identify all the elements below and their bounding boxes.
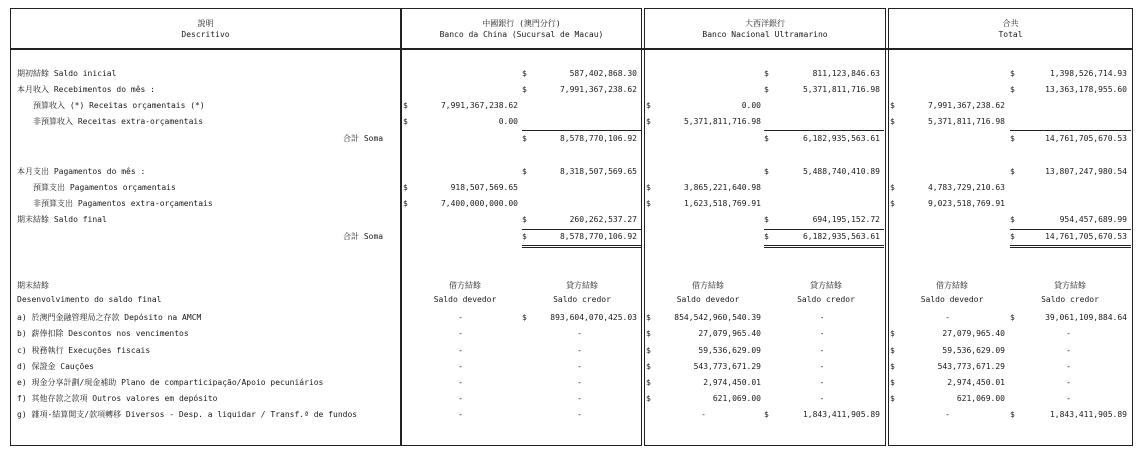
row-label: 預算收入 (*) Receitas orçamentais (*) xyxy=(33,101,205,110)
section2-title-pt: Desenvolvimento do saldo final xyxy=(17,295,162,304)
dash-value: - xyxy=(1066,378,1071,387)
dash-value: - xyxy=(458,346,463,355)
sum-rule-double xyxy=(522,247,641,248)
row-label: 非預算支出 Pagamentos extra-orçamentais xyxy=(33,199,213,208)
currency-sign: $ xyxy=(764,134,769,143)
currency-sign: $ xyxy=(403,101,408,110)
row-label: 合計 Soma xyxy=(343,134,384,143)
row-label: 本月收入 Recebimentos do mês : xyxy=(17,85,155,94)
amount-value: 59,536,629.09 xyxy=(698,346,761,355)
dash-value: - xyxy=(819,378,825,387)
row-label: 合計 Soma xyxy=(343,232,384,241)
sum-rule xyxy=(522,130,641,131)
sum-rule xyxy=(522,245,641,246)
currency-sign: $ xyxy=(890,346,895,355)
header-total-pt: Total xyxy=(998,30,1023,39)
currency-sign: $ xyxy=(646,183,651,192)
amount-value: 543,773,671.29 xyxy=(693,362,761,371)
amount-value: 7,991,367,238.62 xyxy=(559,85,637,94)
header-bc-pt: Banco da China (Sucursal de Macau) xyxy=(439,30,604,39)
currency-sign: $ xyxy=(522,215,527,224)
amount-value: 694,195,152.72 xyxy=(812,215,880,224)
total-debit-pt: Saldo devedor xyxy=(920,295,984,304)
dash-value: - xyxy=(458,394,463,403)
dash-value: - xyxy=(945,410,950,419)
bc-credit-pt: Saldo credor xyxy=(553,295,611,304)
amount-value: 260,262,537.27 xyxy=(569,215,637,224)
amount-value: 543,773,671.29 xyxy=(937,362,1005,371)
amount-value: 7,991,367,238.62 xyxy=(927,101,1005,110)
amount-value: 3,865,221,640.98 xyxy=(683,183,761,192)
currency-sign: $ xyxy=(646,117,651,126)
section2-title-cn: 期末結餘 xyxy=(17,281,49,290)
header-bnu-cn: 大西洋銀行 xyxy=(745,19,785,28)
currency-sign: $ xyxy=(890,362,895,371)
amount-value: 893,604,070,425.03 xyxy=(550,313,637,322)
total-credit-cn: 貸方結餘 xyxy=(1054,281,1086,290)
amount-value: 5,371,811,716.98 xyxy=(683,117,761,126)
dash-value: - xyxy=(458,329,463,338)
dash-value: - xyxy=(1066,346,1071,355)
currency-sign: $ xyxy=(522,134,527,143)
currency-sign: $ xyxy=(764,215,769,224)
currency-sign: $ xyxy=(1010,410,1015,419)
row-label: 非預算收入 Receitas extra-orçamentais xyxy=(33,117,204,126)
sum-rule xyxy=(1010,130,1131,131)
amount-value: 4,783,729,210.63 xyxy=(927,183,1005,192)
final-row-label: g) 雜項-結算開支/款項轉移 Diversos - Desp. a liquidar / Transf.ª de fundos xyxy=(17,410,358,419)
header-total-cn: 合共 xyxy=(1002,19,1019,28)
sum-rule xyxy=(764,229,884,230)
dash-value: - xyxy=(1066,394,1071,403)
dash-value: - xyxy=(819,313,825,322)
currency-sign: $ xyxy=(764,69,769,78)
currency-sign: $ xyxy=(890,378,895,387)
amount-value: 13,807,247,980.54 xyxy=(1045,167,1127,176)
header-desc-cn: 說明 xyxy=(197,19,214,28)
dash-value: - xyxy=(1066,329,1071,338)
amount-value: 39,061,109,884.64 xyxy=(1045,313,1127,322)
amount-value: 1,398,526,714.93 xyxy=(1049,69,1127,78)
currency-sign: $ xyxy=(1010,313,1015,322)
dash-value: - xyxy=(577,394,582,403)
currency-sign: $ xyxy=(646,394,651,403)
amount-value: 954,457,689.99 xyxy=(1059,215,1127,224)
final-row-label: c) 稅務執行 Execuções fiscais xyxy=(17,346,151,355)
amount-value: 5,371,811,716.98 xyxy=(802,85,880,94)
dash-value: - xyxy=(819,362,825,371)
amount-value: 27,079,965.40 xyxy=(942,329,1005,338)
header-divider xyxy=(10,48,1133,50)
amount-value: 6,182,935,563.61 xyxy=(802,134,880,143)
amount-value: 1,843,411,905.89 xyxy=(802,410,880,419)
currency-sign: $ xyxy=(646,199,651,208)
amount-value: 621,069.00 xyxy=(956,394,1005,403)
bc-debit-pt: Saldo devedor xyxy=(433,295,497,304)
dash-value: - xyxy=(577,362,582,371)
header-bc-cn: 中國銀行 (澳門分行) xyxy=(482,19,561,28)
currency-sign: $ xyxy=(403,117,408,126)
amount-value: 6,182,935,563.61 xyxy=(802,232,880,241)
sum-rule-double xyxy=(764,247,884,248)
row-label: 期末結餘 Saldo final xyxy=(17,215,107,224)
currency-sign: $ xyxy=(890,394,895,403)
currency-sign: $ xyxy=(890,117,895,126)
dash-value: - xyxy=(577,329,582,338)
currency-sign: $ xyxy=(646,362,651,371)
dash-value: - xyxy=(458,362,463,371)
amount-value: 8,578,770,106.92 xyxy=(559,232,637,241)
currency-sign: $ xyxy=(1010,69,1015,78)
amount-value: 2,974,450.01 xyxy=(947,378,1005,387)
currency-sign: $ xyxy=(890,101,895,110)
currency-sign: $ xyxy=(522,232,527,241)
currency-sign: $ xyxy=(522,85,527,94)
currency-sign: $ xyxy=(1010,215,1015,224)
bc-debit-cn: 借方結餘 xyxy=(449,281,481,290)
dash-value: - xyxy=(577,410,582,419)
dash-value: - xyxy=(945,313,950,322)
row-label: 預算支出 Pagamentos orçamentais xyxy=(33,183,176,192)
amount-value: 7,400,000,000.00 xyxy=(440,199,518,208)
dash-value: - xyxy=(458,410,463,419)
amount-value: 621,069.00 xyxy=(712,394,761,403)
sum-rule xyxy=(764,130,884,131)
amount-value: 8,318,507,569.65 xyxy=(559,167,637,176)
currency-sign: $ xyxy=(646,313,651,322)
currency-sign: $ xyxy=(1010,232,1015,241)
final-row-label: e) 現金分享計劃/現金補助 Plano de comparticipação/Apoio pecuniários xyxy=(17,378,324,387)
amount-value: 1,843,411,905.89 xyxy=(1049,410,1127,419)
currency-sign: $ xyxy=(1010,134,1015,143)
bnu-credit-cn: 貸方結餘 xyxy=(810,281,842,290)
currency-sign: $ xyxy=(646,329,651,338)
currency-sign: $ xyxy=(890,329,895,338)
dash-value: - xyxy=(458,313,463,322)
sum-rule xyxy=(1010,245,1131,246)
dash-value: - xyxy=(701,410,706,419)
amount-value: 14,761,705,670.53 xyxy=(1045,232,1127,241)
amount-value: 7,991,367,238.62 xyxy=(440,101,518,110)
row-label: 本月支出 Pagamentos do mês : xyxy=(17,167,146,176)
amount-value: 811,123,846.63 xyxy=(812,69,880,78)
currency-sign: $ xyxy=(890,183,895,192)
currency-sign: $ xyxy=(646,101,651,110)
amount-value: 2,974,450.01 xyxy=(703,378,761,387)
bnu-credit-pt: Saldo credor xyxy=(797,295,855,304)
dash-value: - xyxy=(819,346,825,355)
dash-value: - xyxy=(577,346,582,355)
amount-value: 13,363,178,955.60 xyxy=(1045,85,1127,94)
bnu-debit-cn: 借方結餘 xyxy=(692,281,724,290)
currency-sign: $ xyxy=(403,199,408,208)
amount-value: 5,488,740,410.89 xyxy=(802,167,880,176)
amount-value: 8,578,770,106.92 xyxy=(559,134,637,143)
sum-rule-double xyxy=(1010,247,1131,248)
amount-value: 9,023,518,769.91 xyxy=(927,199,1005,208)
currency-sign: $ xyxy=(1010,85,1015,94)
final-row-label: d) 保證金 Cauções xyxy=(17,362,94,371)
final-row-label: b) 薪俸扣除 Descontos nos vencimentos xyxy=(17,329,189,338)
dash-value: - xyxy=(458,378,463,387)
currency-sign: $ xyxy=(890,199,895,208)
amount-value: 0.00 xyxy=(741,101,761,110)
amount-value: 14,761,705,670.53 xyxy=(1045,134,1127,143)
total-credit-pt: Saldo credor xyxy=(1041,295,1099,304)
currency-sign: $ xyxy=(764,167,769,176)
amount-value: 918,507,569.65 xyxy=(450,183,518,192)
currency-sign: $ xyxy=(522,167,527,176)
header-bnu-pt: Banco Nacional Ultramarino xyxy=(702,30,828,39)
currency-sign: $ xyxy=(403,183,408,192)
dash-value: - xyxy=(819,329,825,338)
amount-value: 854,542,960,540.39 xyxy=(674,313,761,322)
currency-sign: $ xyxy=(764,232,769,241)
currency-sign: $ xyxy=(764,85,769,94)
currency-sign: $ xyxy=(522,69,527,78)
amount-value: 59,536,629.09 xyxy=(942,346,1005,355)
amount-value: 0.00 xyxy=(498,117,518,126)
header-desc-pt: Descritivo xyxy=(181,30,230,39)
currency-sign: $ xyxy=(646,378,651,387)
amount-value: 27,079,965.40 xyxy=(698,329,761,338)
final-row-label: f) 其他存款之款項 Outros valores em depósito xyxy=(17,394,218,403)
bnu-debit-pt: Saldo devedor xyxy=(676,295,740,304)
currency-sign: $ xyxy=(646,346,651,355)
amount-value: 1,623,518,769.91 xyxy=(683,199,761,208)
sum-rule xyxy=(1010,229,1131,230)
dash-value: - xyxy=(819,394,825,403)
final-row-label: a) 於澳門金融管理局之存款 Depósito na AMCM xyxy=(17,313,202,322)
currency-sign: $ xyxy=(522,313,527,322)
currency-sign: $ xyxy=(764,410,769,419)
currency-sign: $ xyxy=(1010,167,1015,176)
amount-value: 587,402,868.30 xyxy=(569,69,637,78)
sum-rule xyxy=(764,245,884,246)
bc-credit-cn: 貸方結餘 xyxy=(566,281,598,290)
sum-rule xyxy=(522,229,641,230)
dash-value: - xyxy=(577,378,582,387)
dash-value: - xyxy=(1066,362,1071,371)
amount-value: 5,371,811,716.98 xyxy=(927,117,1005,126)
row-label: 期初結餘 Saldo inicial xyxy=(17,69,117,78)
total-debit-cn: 借方結餘 xyxy=(936,281,968,290)
